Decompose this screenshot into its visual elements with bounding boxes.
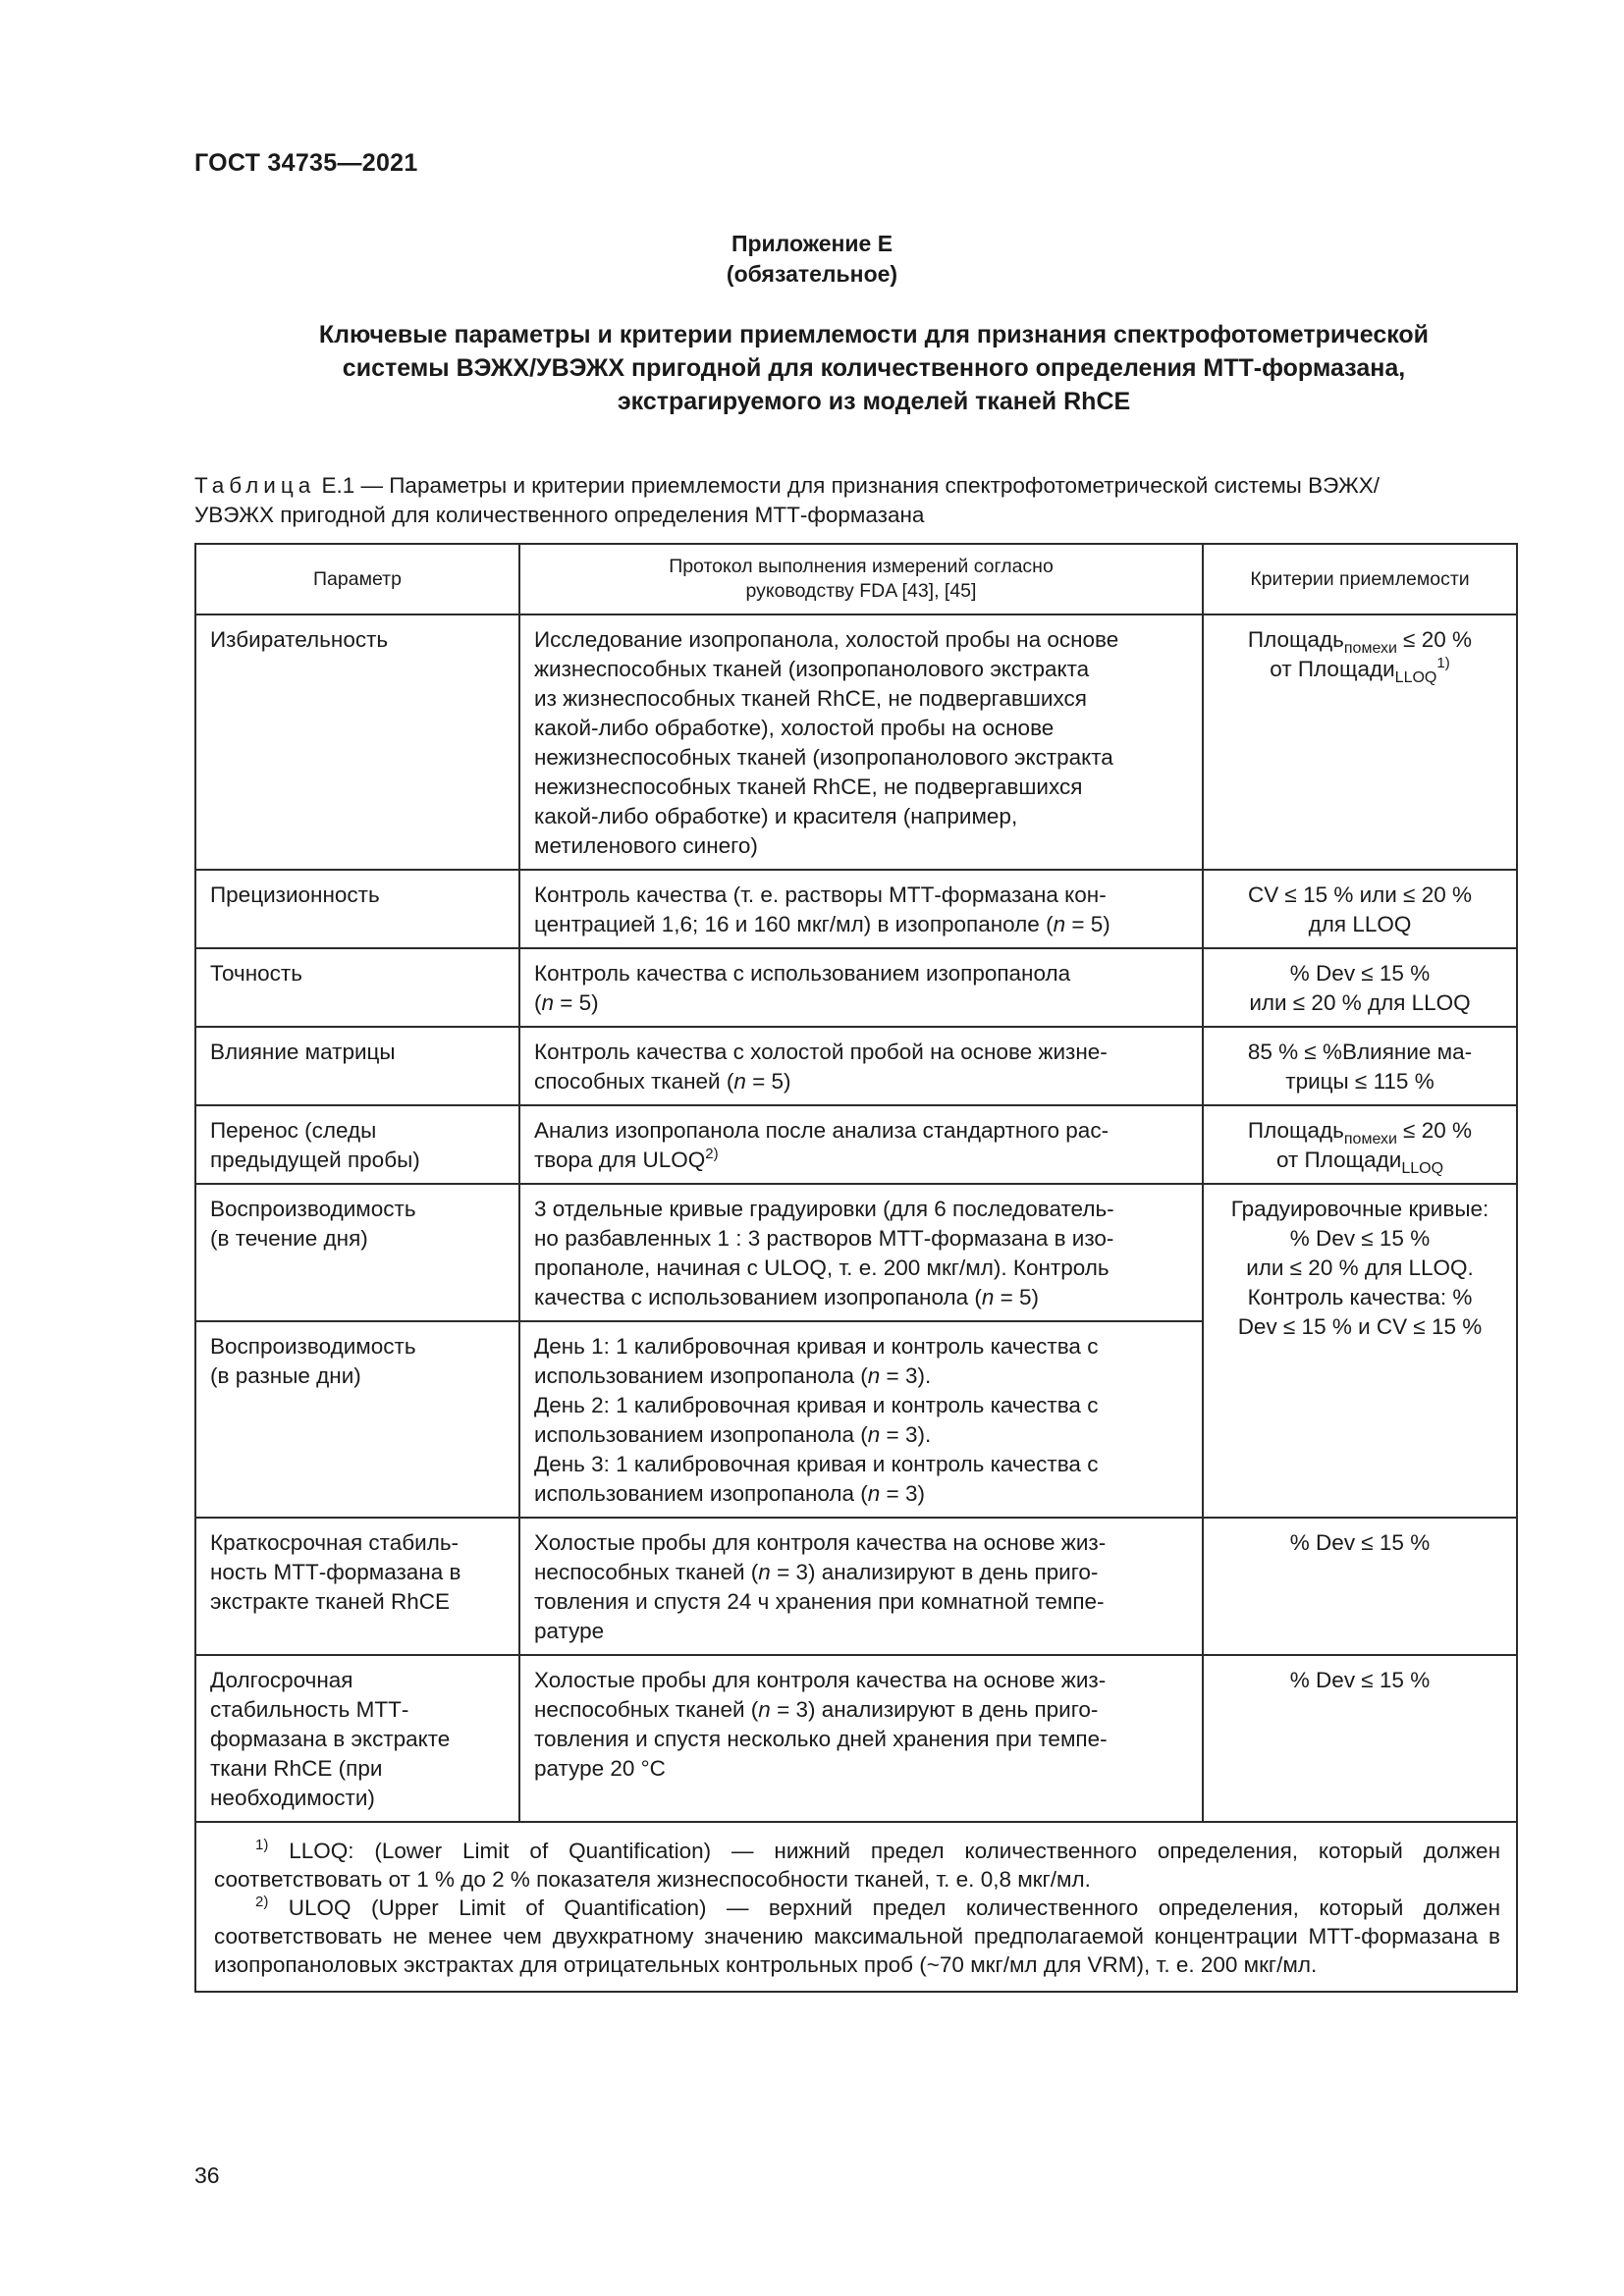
caption-line: УВЭЖХ пригодной для количественного определения МТТ-формазана xyxy=(194,503,925,527)
subscript: LLOQ xyxy=(1401,1160,1444,1177)
text-line: Dev ≤ 15 % и CV ≤ 15 % xyxy=(1237,1314,1483,1339)
text-line xyxy=(534,1479,1190,1509)
italic-n: n xyxy=(867,1422,881,1447)
italic-n: n xyxy=(758,1697,771,1722)
text-line: метиленового синего) xyxy=(534,833,758,858)
param-cell: Точность xyxy=(195,948,519,1027)
criteria-cell xyxy=(1203,614,1517,870)
title-line: Ключевые параметры и критерии приемлемости для признания спектрофотометрической xyxy=(318,321,1430,348)
text-line xyxy=(1212,1116,1508,1146)
protocol-cell xyxy=(519,948,1203,1027)
text-fragment: = 3) анализируют в день приго- xyxy=(770,1560,1099,1584)
text-line xyxy=(534,1420,1190,1450)
param-cell xyxy=(195,1655,519,1822)
text-fragment: использованием изопропанола ( xyxy=(534,1481,868,1506)
table-header-row xyxy=(195,544,1517,614)
footnote-1 xyxy=(214,1837,1500,1894)
criteria-cell xyxy=(1203,870,1517,948)
param-cell xyxy=(195,1321,519,1518)
text-line: Холостые пробы для контроля качества на основе жиз- xyxy=(534,1530,1107,1555)
param-cell: Прецизионность xyxy=(195,870,519,948)
protocol-cell xyxy=(519,1027,1203,1105)
text-line: Контроль качества с использованием изопропанола xyxy=(534,961,1071,986)
text-line xyxy=(534,910,1190,939)
table-row xyxy=(195,1655,1517,1822)
text-line: Холостые пробы для контроля качества на основе жиз- xyxy=(534,1668,1107,1692)
protocol-cell xyxy=(519,614,1203,870)
text-fragment: твора для ULOQ xyxy=(534,1148,706,1172)
text-line: ность МТТ-формазана в xyxy=(210,1560,461,1584)
protocol-cell xyxy=(519,1105,1203,1184)
annex-heading xyxy=(0,229,1624,290)
footnotes-row xyxy=(195,1822,1517,1992)
caption-line xyxy=(194,471,1515,501)
text-fragment: использованием изопропанола ( xyxy=(534,1422,868,1447)
header-criteria: Критерии приемлемости xyxy=(1203,544,1517,614)
text-line: Контроль качества: % xyxy=(1247,1285,1473,1309)
text-line xyxy=(1212,625,1508,655)
footnote-ref: 2) xyxy=(705,1146,719,1162)
text-line: Исследование изопропанола, холостой пробы на основе xyxy=(534,627,1119,652)
italic-n: n xyxy=(981,1285,995,1309)
text-line: Контроль качества с холостой пробой на основе жизне- xyxy=(534,1040,1108,1064)
text-fragment: от Площади xyxy=(1270,657,1395,681)
text-fragment: Площадь xyxy=(1247,627,1344,652)
text-line: стабильность МТТ- xyxy=(210,1697,409,1722)
header-protocol-line: Протокол выполнения измерений согласно xyxy=(669,556,1054,577)
text-line: трицы ≤ 115 % xyxy=(1285,1069,1435,1094)
text-line: День 1: 1 калибровочная кривая и контроль качества с xyxy=(534,1334,1099,1359)
text-line: какой-либо обработке), холостой пробы на основе xyxy=(534,716,1055,740)
text-line: необходимости) xyxy=(210,1786,375,1810)
text-fragment: качества с использованием изопропанола ( xyxy=(534,1285,982,1309)
text-fragment: = 5) xyxy=(554,990,599,1015)
text-line: нежизнеспособных тканей RhCE, не подвергавшихся xyxy=(534,774,1083,799)
text-line: Воспроизводимость xyxy=(210,1197,416,1221)
text-line: ткани RhCE (при xyxy=(210,1756,383,1781)
table-row xyxy=(195,1518,1517,1655)
table-caption xyxy=(194,471,1515,530)
protocol-cell xyxy=(519,1655,1203,1822)
text-line: предыдущей пробы) xyxy=(210,1148,420,1172)
protocol-cell xyxy=(519,1321,1203,1518)
text-line: товления и спустя несколько дней хранения при темпе- xyxy=(534,1727,1108,1751)
caption-text: Е.1 — Параметры и критерии приемлемости для признания спектрофотометрической системы ВЭЖХ/ xyxy=(315,473,1380,498)
text-line: ратуре xyxy=(534,1619,605,1643)
subscript: помехи xyxy=(1343,1131,1397,1148)
criteria-table xyxy=(194,543,1518,1993)
caption-prefix: Таблица xyxy=(194,473,316,498)
text-line: экстракте тканей RhCE xyxy=(210,1589,451,1614)
text-line xyxy=(534,1362,1190,1391)
text-fragment: центрацией 1,6; 16 и 160 мкг/мл) в изопропаноле ( xyxy=(534,912,1054,936)
text-line: % Dev ≤ 15 % xyxy=(1289,961,1431,986)
table-row xyxy=(195,614,1517,870)
header-parameter: Параметр xyxy=(195,544,519,614)
text-line: Анализ изопропанола после анализа стандартного рас- xyxy=(534,1118,1110,1143)
param-cell: Избирательность xyxy=(195,614,519,870)
table-row xyxy=(195,948,1517,1027)
text-line: ратуре 20 °С xyxy=(534,1756,666,1781)
text-line: из жизнеспособных тканей RhCE, не подвергавшихся xyxy=(534,686,1087,711)
param-cell xyxy=(195,1105,519,1184)
footnote-2 xyxy=(214,1894,1500,1979)
annex-title xyxy=(196,318,1551,418)
italic-n: n xyxy=(758,1560,771,1584)
document-code: ГОСТ 34735—2021 xyxy=(194,149,418,177)
criteria-cell: % Dev ≤ 15 % xyxy=(1203,1655,1517,1822)
text-line: (в течение дня) xyxy=(210,1226,368,1251)
text-line: 85 % ≤ %Влияние ма- xyxy=(1247,1040,1473,1064)
table-row xyxy=(195,1184,1517,1321)
italic-n: n xyxy=(541,990,555,1015)
text-fragment: ≤ 20 % xyxy=(1396,1118,1473,1143)
text-fragment: = 3). xyxy=(880,1422,932,1447)
text-line: Воспроизводимость xyxy=(210,1334,416,1359)
table-row xyxy=(195,1027,1517,1105)
protocol-cell xyxy=(519,1518,1203,1655)
text-line: какой-либо обработке) и красителя (например, xyxy=(534,804,1018,828)
footnote-ref: 1) xyxy=(1436,655,1450,671)
text-line: День 2: 1 калибровочная кривая и контроль качества с xyxy=(534,1393,1099,1417)
text-line xyxy=(1212,655,1508,684)
text-fragment: = 3) xyxy=(880,1481,925,1506)
text-line xyxy=(534,1695,1190,1725)
protocol-cell xyxy=(519,870,1203,948)
text-line: нежизнеспособных тканей (изопропанолового экстракта xyxy=(534,745,1113,770)
text-line: Долгосрочная xyxy=(210,1668,353,1692)
text-line xyxy=(534,1558,1190,1587)
text-fragment: от Площади xyxy=(1275,1148,1402,1172)
italic-n: n xyxy=(867,1363,881,1388)
table-row xyxy=(195,1105,1517,1184)
text-fragment: ≤ 20 % xyxy=(1396,627,1473,652)
criteria-cell xyxy=(1203,1027,1517,1105)
text-line: День 3: 1 калибровочная кривая и контроль качества с xyxy=(534,1452,1099,1476)
subscript: помехи xyxy=(1343,640,1397,657)
text-line: Краткосрочная стабиль- xyxy=(210,1530,460,1555)
text-fragment: Площадь xyxy=(1247,1118,1344,1143)
text-line: Перенос (следы xyxy=(210,1118,377,1143)
text-fragment: = 3) анализируют в день приго- xyxy=(770,1697,1099,1722)
text-line: или ≤ 20 % для LLOQ. xyxy=(1246,1255,1474,1280)
italic-n: n xyxy=(1053,912,1066,936)
title-line: системы ВЭЖХ/УВЭЖХ пригодной для количественного определения МТТ-формазана, xyxy=(342,354,1406,382)
text-fragment: = 5) xyxy=(745,1069,791,1094)
subscript: LLOQ xyxy=(1394,669,1437,686)
text-fragment: неспособных тканей ( xyxy=(534,1560,759,1584)
title-line: экстрагируемого из моделей тканей RhCE xyxy=(617,388,1131,415)
footnotes-cell xyxy=(195,1822,1517,1992)
text-line xyxy=(534,988,1190,1018)
footnote-mark: 2) xyxy=(255,1894,269,1910)
annex-label: Приложение Е xyxy=(731,231,893,256)
italic-n: n xyxy=(867,1481,881,1506)
annex-status: (обязательное) xyxy=(726,261,898,287)
text-line xyxy=(534,1067,1190,1096)
text-fragment: = 5) xyxy=(1065,912,1110,936)
criteria-cell xyxy=(1203,1105,1517,1184)
footnote-mark: 1) xyxy=(255,1837,269,1853)
italic-n: n xyxy=(733,1069,746,1094)
text-line: жизнеспособных тканей (изопропанолового экстракта xyxy=(534,657,1090,681)
text-fragment: = 5) xyxy=(994,1285,1040,1309)
text-line: (в разные дни) xyxy=(210,1363,361,1388)
text-line: 3 отдельные кривые градуировки (для 6 последователь- xyxy=(534,1197,1114,1221)
text-line xyxy=(534,1283,1190,1312)
page-number: 36 xyxy=(194,2163,220,2188)
text-line xyxy=(1212,1146,1508,1175)
text-fragment: неспособных тканей ( xyxy=(534,1697,759,1722)
text-line: Градуировочные кривые: xyxy=(1230,1197,1489,1221)
text-line: формазана в экстракте xyxy=(210,1727,451,1751)
text-fragment: способных тканей ( xyxy=(534,1069,734,1094)
criteria-cell xyxy=(1203,1184,1517,1518)
text-line: CV ≤ 15 % или ≤ 20 % xyxy=(1247,882,1473,907)
footnote-text: LLOQ: (Lower Limit of Quantification) — нижний предел количественного определения, который должен соответствовать от 1 % до 2 % показателя жизнеспособности тканей, т. е. 0,8 мкг/мл. xyxy=(214,1839,1500,1892)
text-line: но разбавленных 1 : 3 растворов МТТ-формазана в изо- xyxy=(534,1226,1114,1251)
criteria-cell xyxy=(1203,948,1517,1027)
param-cell: Влияние матрицы xyxy=(195,1027,519,1105)
table-row xyxy=(195,870,1517,948)
protocol-cell xyxy=(519,1184,1203,1321)
text-fragment: использованием изопропанола ( xyxy=(534,1363,868,1388)
param-cell xyxy=(195,1184,519,1321)
text-fragment: = 3). xyxy=(880,1363,932,1388)
criteria-cell: % Dev ≤ 15 % xyxy=(1203,1518,1517,1655)
text-line: пропаноле, начиная с ULOQ, т. е. 200 мкг/мл). Контроль xyxy=(534,1255,1110,1280)
text-line xyxy=(534,1146,1190,1175)
text-line: или ≤ 20 % для LLOQ xyxy=(1249,990,1471,1015)
footnote-text: ULOQ (Upper Limit of Quantification) — верхний предел количественного определения, который должен соответствовать не менее чем двухкратному значению максимальной предполагаемой концентрации МТТ-формазана в изопропаноловых экстрактах для отрицательных контрольных проб (~70 мкг/мл для VRM), т. е. 200 мкг/мл. xyxy=(214,1896,1500,1977)
header-protocol-line: руководству FDA [43], [45] xyxy=(745,580,977,602)
text-line: Контроль качества (т. е. растворы МТТ-формазана кон- xyxy=(534,882,1107,907)
param-cell xyxy=(195,1518,519,1655)
text-line: для LLOQ xyxy=(1308,912,1412,936)
header-protocol xyxy=(519,544,1203,614)
text-line: товления и спустя 24 ч хранения при комнатной темпе- xyxy=(534,1589,1105,1614)
text-line: % Dev ≤ 15 % xyxy=(1289,1226,1431,1251)
text-fragment: ( xyxy=(534,990,542,1015)
